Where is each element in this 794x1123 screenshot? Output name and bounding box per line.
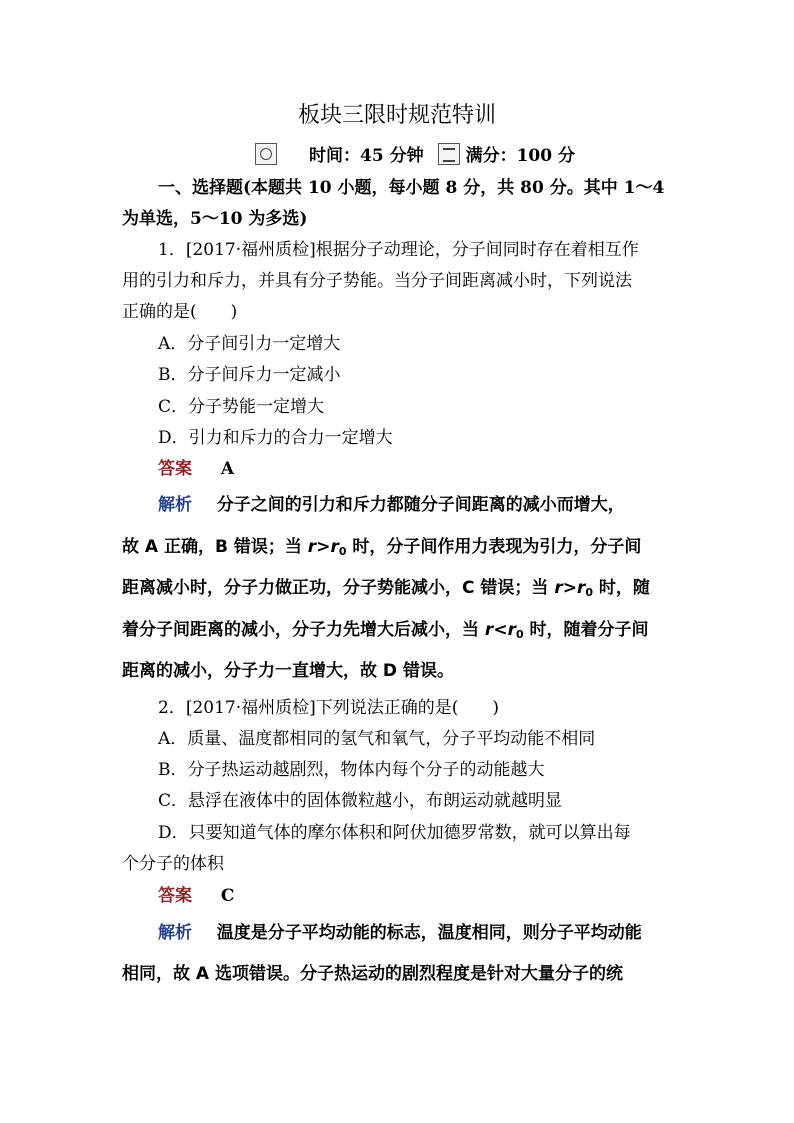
q2-analysis-label: 解析 xyxy=(158,923,192,943)
q1-answer xyxy=(158,458,234,480)
var-r: r xyxy=(554,578,563,598)
op: < xyxy=(493,620,508,640)
text-span: 故 A 正确，B 错误；当 xyxy=(122,537,308,557)
text-span: 着分子间距离的减小，分子力先增大后减小，当 xyxy=(122,620,485,640)
q2-answer xyxy=(158,885,234,907)
q1-stem-line1: 1．[2017·福州质检]根据分子动理论，分子间同时存在着相互作 xyxy=(158,240,639,260)
subscript: 0 xyxy=(515,628,524,641)
op: > xyxy=(316,537,331,557)
q2-option-b: B．分子热运动越剧烈，物体内每个分子的动能越大 xyxy=(158,760,545,780)
q2-option-c: C．悬浮在液体中的固体微粒越小，布朗运动就越明显 xyxy=(158,791,563,811)
q1-option-d: D．引力和斥力的合力一定增大 xyxy=(158,428,393,448)
q1-analysis-line1 xyxy=(158,494,625,516)
q2-analysis-text-1: 温度是分子平均动能的标志，温度相同，则分子平均动能 xyxy=(216,923,642,943)
section-heading-line1: 一、选择题(本题共 10 小题，每小题 8 分，共 80 分。其中 1～4 xyxy=(158,178,665,198)
var-r: r xyxy=(330,537,339,557)
subscript: 0 xyxy=(585,586,593,599)
q1-answer-value: A xyxy=(220,459,235,479)
q1-option-c: C．分子势能一定增大 xyxy=(158,397,325,417)
q1-analysis-line2 xyxy=(122,536,641,563)
q1-stem-line2: 用的引力和斥力，并具有分子势能。当分子间距离减小时，下列说法 xyxy=(122,271,632,291)
var-r: r xyxy=(484,620,494,640)
q1-analysis-line4 xyxy=(122,619,649,646)
q2-analysis-line2: 相同，故 A 选项错误。分子热运动的剧烈程度是针对大量分子的统 xyxy=(122,964,623,984)
time-limit: 时间：45 分钟 xyxy=(309,146,424,166)
q1-stem-line3: 正确的是( ) xyxy=(122,302,238,322)
var-r: r xyxy=(507,620,516,640)
text-span: 时，随 xyxy=(593,578,650,598)
q1-analysis-line3 xyxy=(122,577,650,604)
var-r: r xyxy=(307,537,317,557)
text-span: 时，分子间作用力表现为引力，分子间 xyxy=(346,537,642,557)
section-heading-line2: 为单选，5～10 为多选) xyxy=(122,209,308,229)
text-span: 时，随着分子间 xyxy=(523,620,649,640)
subscript: 0 xyxy=(338,545,347,558)
clock-icon xyxy=(255,143,277,165)
exam-meta xyxy=(255,141,575,166)
q2-analysis-line1 xyxy=(158,922,642,944)
full-score: 满分：100 分 xyxy=(465,146,575,166)
q2-stem-line1: 2．[2017·福州质检]下列说法正确的是( ) xyxy=(158,698,500,718)
q1-answer-label: 答案 xyxy=(158,459,192,479)
q1-analysis-label: 解析 xyxy=(158,495,192,515)
op: > xyxy=(562,578,577,598)
page-title: 板块三限时规范特训 xyxy=(297,103,496,128)
q2-option-a: A．质量、温度都相同的氢气和氧气，分子平均动能不相同 xyxy=(158,729,596,749)
q1-analysis-line5: 距离的减小，分子力一直增大，故 D 错误。 xyxy=(122,661,454,681)
q2-option-d: D．只要知道气体的摩尔体积和阿伏加德罗常数，就可以算出每 xyxy=(158,823,631,843)
q2-answer-value: C xyxy=(220,886,235,906)
score-icon xyxy=(438,143,460,165)
q1-option-b: B．分子间斥力一定减小 xyxy=(158,365,341,385)
q2-answer-label: 答案 xyxy=(158,886,192,906)
q2-option-d-cont: 个分子的体积 xyxy=(122,854,224,874)
q1-analysis-text-1: 分子之间的引力和斥力都随分子间距离的减小而增大， xyxy=(216,495,625,515)
q1-option-a: A．分子间引力一定增大 xyxy=(158,334,341,354)
text-span: 距离减小时，分子力做正功，分子势能减小，C 错误；当 xyxy=(122,578,555,598)
var-r: r xyxy=(576,578,586,598)
